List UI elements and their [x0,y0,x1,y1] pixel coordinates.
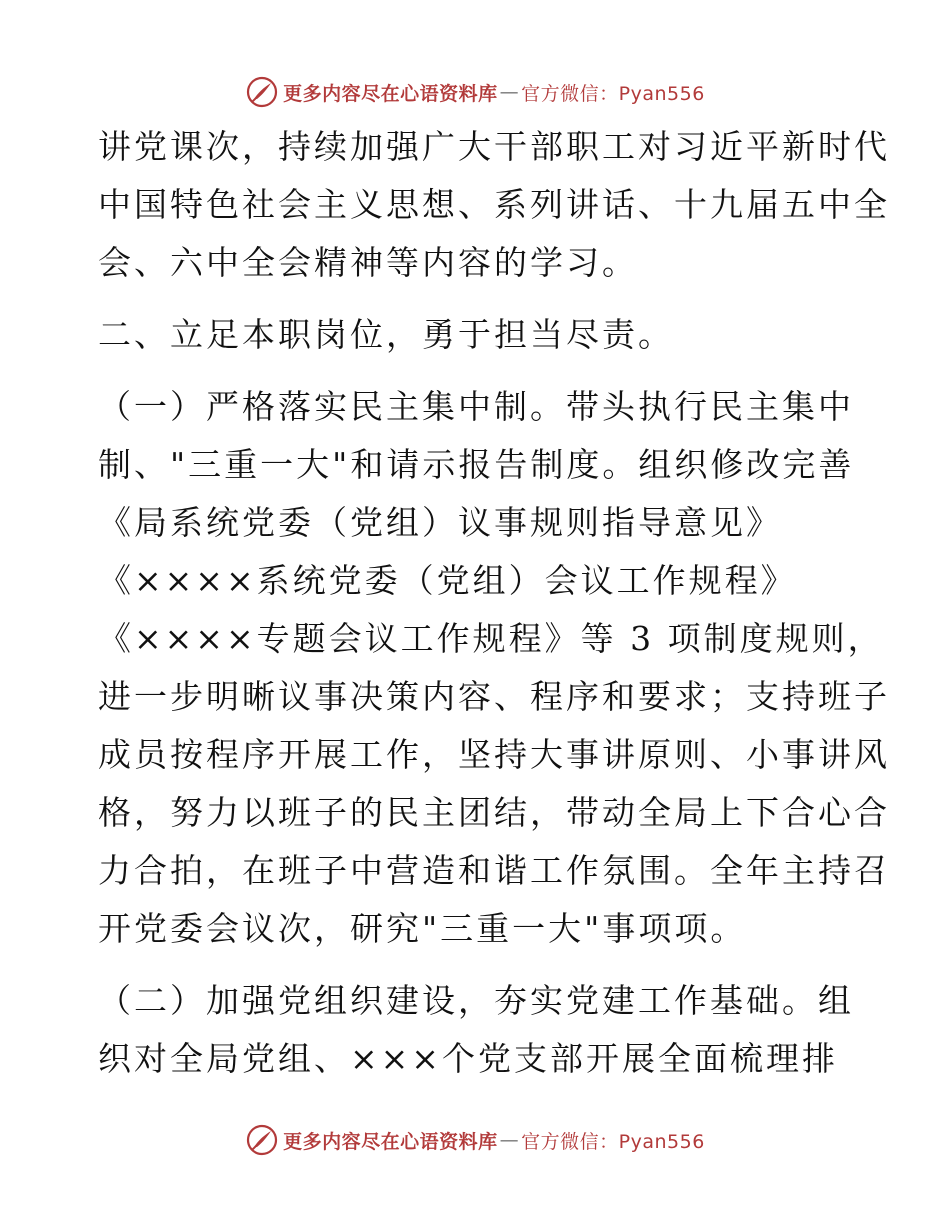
watermark-contact-text: 官方微信：Pyan556 [521,1130,705,1153]
quill-logo-icon [245,1123,279,1157]
text-line: 成员按程序开展工作，坚持大事讲原则、小事讲风 [98,735,890,774]
header-watermark [0,72,950,112]
text-line: 讲党课次，持续加强广大干部职工对习近平新时代 [98,127,890,166]
watermark-contact-text: 官方微信：Pyan556 [521,82,705,105]
footer-watermark [0,1120,950,1160]
text-line: （二）加强党组织建设，夯实党建工作基础。组 [98,981,854,1020]
document-body [98,118,890,1088]
paragraph-4 [98,972,858,1088]
text-line: 《××××专题会议工作规程》等 3 项制度规则， [98,619,884,658]
text-line: 进一步明晰议事决策内容、程序和要求；支持班子 [98,677,890,716]
text-line: 会、六中全会精神等内容的学习。 [98,243,638,282]
paragraph-3 [98,378,890,958]
paragraph-2-heading [98,306,858,364]
section-heading: 二、立足本职岗位，勇于担当尽责。 [98,315,674,354]
watermark-separator: — [499,1129,520,1151]
quill-logo-icon [245,75,279,109]
paragraph-1 [98,118,890,292]
text-line: （一）严格落实民主集中制。带头执行民主集中 [98,387,854,426]
text-line: 开党委会议次，研究"三重一大"事项项。 [98,909,747,948]
text-line: 格，努力以班子的民主团结，带动全局上下合心合 [98,793,890,832]
watermark-brand-text: 更多内容尽在心语资料库 [283,82,498,105]
watermark-separator: — [499,81,520,103]
text-line: 中国特色社会主义思想、系列讲话、十九届五中全 [98,185,890,224]
text-line: 制、"三重一大"和请示报告制度。组织修改完善 [98,445,855,484]
text-line: 织对全局党组、×××个党支部开展全面梳理排 [98,1039,838,1078]
text-line: 力合拍，在班子中营造和谐工作氛围。全年主持召 [98,851,890,890]
text-line: 《××××系统党委（党组）会议工作规程》 [98,561,797,600]
text-line: 《局系统党委（党组）议事规则指导意见》 [98,503,782,542]
watermark-brand-text: 更多内容尽在心语资料库 [283,1130,498,1153]
